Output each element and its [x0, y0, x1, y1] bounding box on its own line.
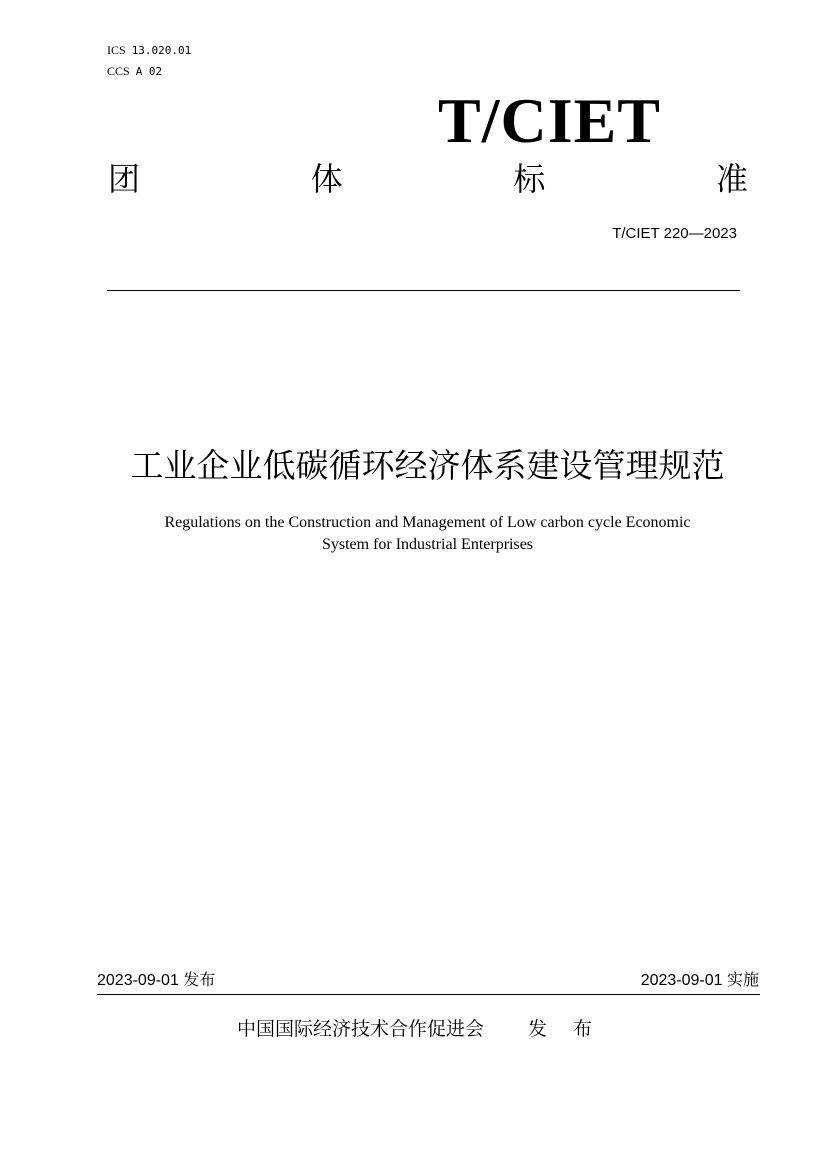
title-english	[90, 512, 765, 556]
ics-code: 13.020.01	[131, 44, 192, 57]
issue-label: 发布	[183, 972, 216, 989]
publish-action: 发 布	[528, 1018, 603, 1040]
ccs-label: CCS	[107, 64, 130, 78]
title-chinese: 工业企业低碳循环经济体系建设管理规范	[130, 446, 725, 485]
effective-date: 2023-09-01	[640, 972, 723, 989]
ccs-code: A 02	[135, 65, 163, 78]
standard-kind	[108, 158, 748, 200]
issue-date-block	[97, 970, 215, 992]
footer-divider	[97, 994, 760, 995]
standard-kind-char: 准	[715, 160, 748, 198]
standard-kind-char: 标	[513, 160, 546, 198]
organization-brand: T/CIET	[438, 85, 661, 156]
header-divider	[107, 290, 740, 291]
standard-kind-char: 团	[108, 160, 141, 198]
effective-date-block	[641, 970, 759, 992]
title-english-line: System for Industrial Enterprises	[321, 536, 534, 553]
ccs-line	[107, 61, 191, 82]
issue-date: 2023-09-01	[97, 972, 179, 989]
publisher-block	[237, 1016, 602, 1042]
standard-kind-char: 体	[310, 160, 343, 198]
title-english-line: Regulations on the Construction and Management of Low carbon cycle Economic	[164, 514, 691, 531]
publisher-name: 中国国际经济技术合作促进会	[237, 1018, 485, 1040]
standard-number: T/CIET 220—2023	[612, 225, 737, 242]
classification-codes	[107, 40, 191, 82]
ics-line	[107, 40, 191, 61]
effective-label: 实施	[726, 972, 759, 989]
ics-label: ICS	[107, 43, 126, 57]
